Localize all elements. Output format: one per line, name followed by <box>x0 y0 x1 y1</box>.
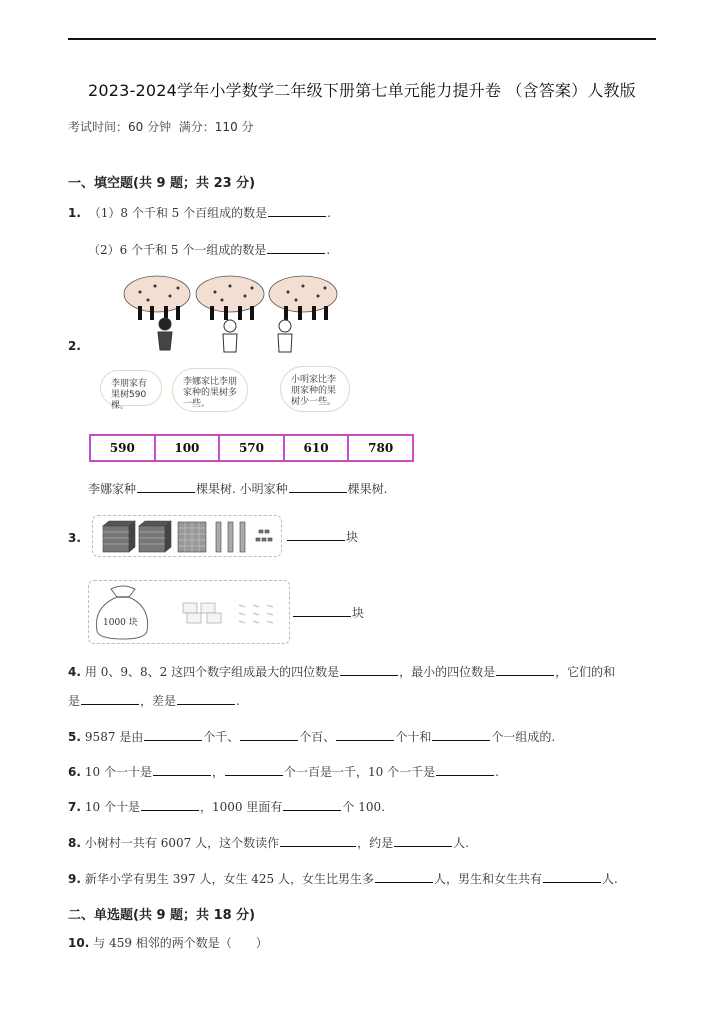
question-text: 用 0、9、8、2 这四个数字组成最大的四位数是 <box>84 665 340 679</box>
question-text: 个 100. <box>342 800 385 814</box>
question-text: ，约是 <box>357 836 394 850</box>
question-2-number <box>68 338 85 354</box>
question-text: 李娜家种 <box>88 482 137 496</box>
answer-blank[interactable] <box>280 834 356 847</box>
question-number: 4. <box>68 665 81 679</box>
question-text: 10 个十是 <box>84 800 141 814</box>
question-text: 个一百是一千，10 个一千是 <box>284 765 436 779</box>
exam-meta <box>68 118 254 135</box>
question-1-part-1 <box>68 204 331 221</box>
top-rule <box>68 38 656 40</box>
answer-blank[interactable] <box>336 728 394 741</box>
question-number: 8. <box>68 836 81 850</box>
speech-cloud-2: 李娜家比李朋家种的果树多一些。 <box>172 368 248 412</box>
answer-blank[interactable] <box>375 870 433 883</box>
question-text: 人. <box>453 836 469 850</box>
question-3-answer-1 <box>286 528 358 545</box>
answer-blank[interactable] <box>394 834 452 847</box>
money-bags-figure <box>88 580 290 644</box>
answer-blank[interactable] <box>137 480 195 493</box>
question-text: 个千、 <box>203 730 240 744</box>
question-text: 是 <box>68 694 81 708</box>
question-8 <box>68 834 469 851</box>
question-number: 9. <box>68 872 81 886</box>
answer-blank[interactable] <box>268 204 326 217</box>
question-6 <box>68 763 499 780</box>
question-1-part-2 <box>88 241 330 258</box>
question-text: 个一组成的. <box>491 730 556 744</box>
number-options-table <box>89 434 414 462</box>
question-text: 9587 是由 <box>84 730 144 744</box>
question-text: （2）6 个千和 5 个一组成的数是 <box>88 243 267 257</box>
answer-blank[interactable] <box>81 692 139 705</box>
question-text: 人. <box>602 872 618 886</box>
answer-blank[interactable] <box>225 763 283 776</box>
answer-blank[interactable] <box>293 604 351 617</box>
orchard-illustration <box>120 272 342 362</box>
section-single-choice: 二、单选题(共 9 题；共 18 分) <box>68 908 256 923</box>
answer-blank[interactable] <box>436 763 494 776</box>
exam-time-value: 60 <box>128 120 144 134</box>
question-9 <box>68 870 618 887</box>
svg-text:1000 块: 1000 块 <box>103 618 138 628</box>
section-fill-in: 一、填空题(共 9 题；共 23 分) <box>68 176 256 191</box>
answer-blank[interactable] <box>543 870 601 883</box>
answer-blank[interactable] <box>283 798 341 811</box>
answer-blank[interactable] <box>267 241 325 254</box>
speech-cloud-1: 李朋家有果树590棵。 <box>100 370 162 406</box>
question-number: 7. <box>68 800 81 814</box>
question-text: . <box>495 765 499 779</box>
option-cell: 570 <box>220 436 285 460</box>
answer-blank[interactable] <box>340 663 398 676</box>
answer-blank[interactable] <box>153 763 211 776</box>
question-2-answer-line <box>88 480 387 497</box>
question-text: （1）8 个千和 5 个百组成的数是 <box>88 206 268 220</box>
question-number: 2. <box>68 339 81 353</box>
question-text: 个百、 <box>299 730 336 744</box>
answer-blank[interactable] <box>289 480 347 493</box>
speech-cloud-3: 小明家比李朋家种的果树少一些。 <box>280 366 350 412</box>
question-5 <box>68 728 555 745</box>
unit-label: 块 <box>352 606 365 620</box>
base-ten-blocks-icon <box>93 516 281 556</box>
question-number: 3. <box>68 531 81 545</box>
question-text: 人，男生和女生共有 <box>434 872 543 886</box>
question-text: ，1000 里面有 <box>200 800 283 814</box>
question-7 <box>68 798 385 815</box>
option-cell: 590 <box>91 436 156 460</box>
exam-time-unit: 分钟 <box>147 120 172 134</box>
question-text: 棵果树. 小明家种 <box>196 482 288 496</box>
question-4 <box>68 663 615 680</box>
question-4-line-2 <box>68 692 240 709</box>
question-text: 个十和 <box>395 730 432 744</box>
question-text: 与 459 相邻的两个数是（ ） <box>93 936 268 950</box>
full-score-unit: 分 <box>241 120 254 134</box>
answer-blank[interactable] <box>141 798 199 811</box>
question-text: ，最小的四位数是 <box>399 665 496 679</box>
answer-blank[interactable] <box>287 528 345 541</box>
question-number: 5. <box>68 730 81 744</box>
answer-blank[interactable] <box>177 692 235 705</box>
question-number: 1. <box>68 206 81 220</box>
question-10 <box>68 935 268 951</box>
page-title: 2023-2024学年小学数学二年级下册第七单元能力提升卷 （含答案）人教版 <box>88 81 636 100</box>
question-3-answer-2 <box>292 604 364 621</box>
answer-blank[interactable] <box>240 728 298 741</box>
base-ten-blocks-figure <box>92 515 282 557</box>
trees-and-children-icon <box>120 272 342 362</box>
question-3-number <box>68 530 85 546</box>
option-cell: 780 <box>368 441 394 455</box>
money-bag-icon <box>89 581 289 643</box>
question-text: ，它们的和 <box>555 665 616 679</box>
question-text: . <box>327 206 331 220</box>
option-cell: 100 <box>156 436 221 460</box>
exam-time-label: 考试时间： <box>68 120 129 134</box>
question-text: 10 个一十是 <box>84 765 153 779</box>
question-text: 棵果树. <box>347 482 388 496</box>
full-score-label: 满分： <box>178 120 215 134</box>
option-cell: 610 <box>285 436 350 460</box>
unit-label: 块 <box>346 530 359 544</box>
answer-blank[interactable] <box>496 663 554 676</box>
answer-blank[interactable] <box>432 728 490 741</box>
question-text: . <box>236 694 240 708</box>
question-number: 10. <box>68 936 90 950</box>
question-text: 小树村一共有 6007 人，这个数读作 <box>84 836 280 850</box>
answer-blank[interactable] <box>144 728 202 741</box>
question-number: 6. <box>68 765 81 779</box>
question-text: ， <box>212 765 225 779</box>
question-text: ，差是 <box>140 694 177 708</box>
question-text: 新华小学有男生 397 人，女生 425 人，女生比男生多 <box>84 872 374 886</box>
full-score-value: 110 <box>214 120 238 134</box>
question-text: . <box>326 243 331 257</box>
